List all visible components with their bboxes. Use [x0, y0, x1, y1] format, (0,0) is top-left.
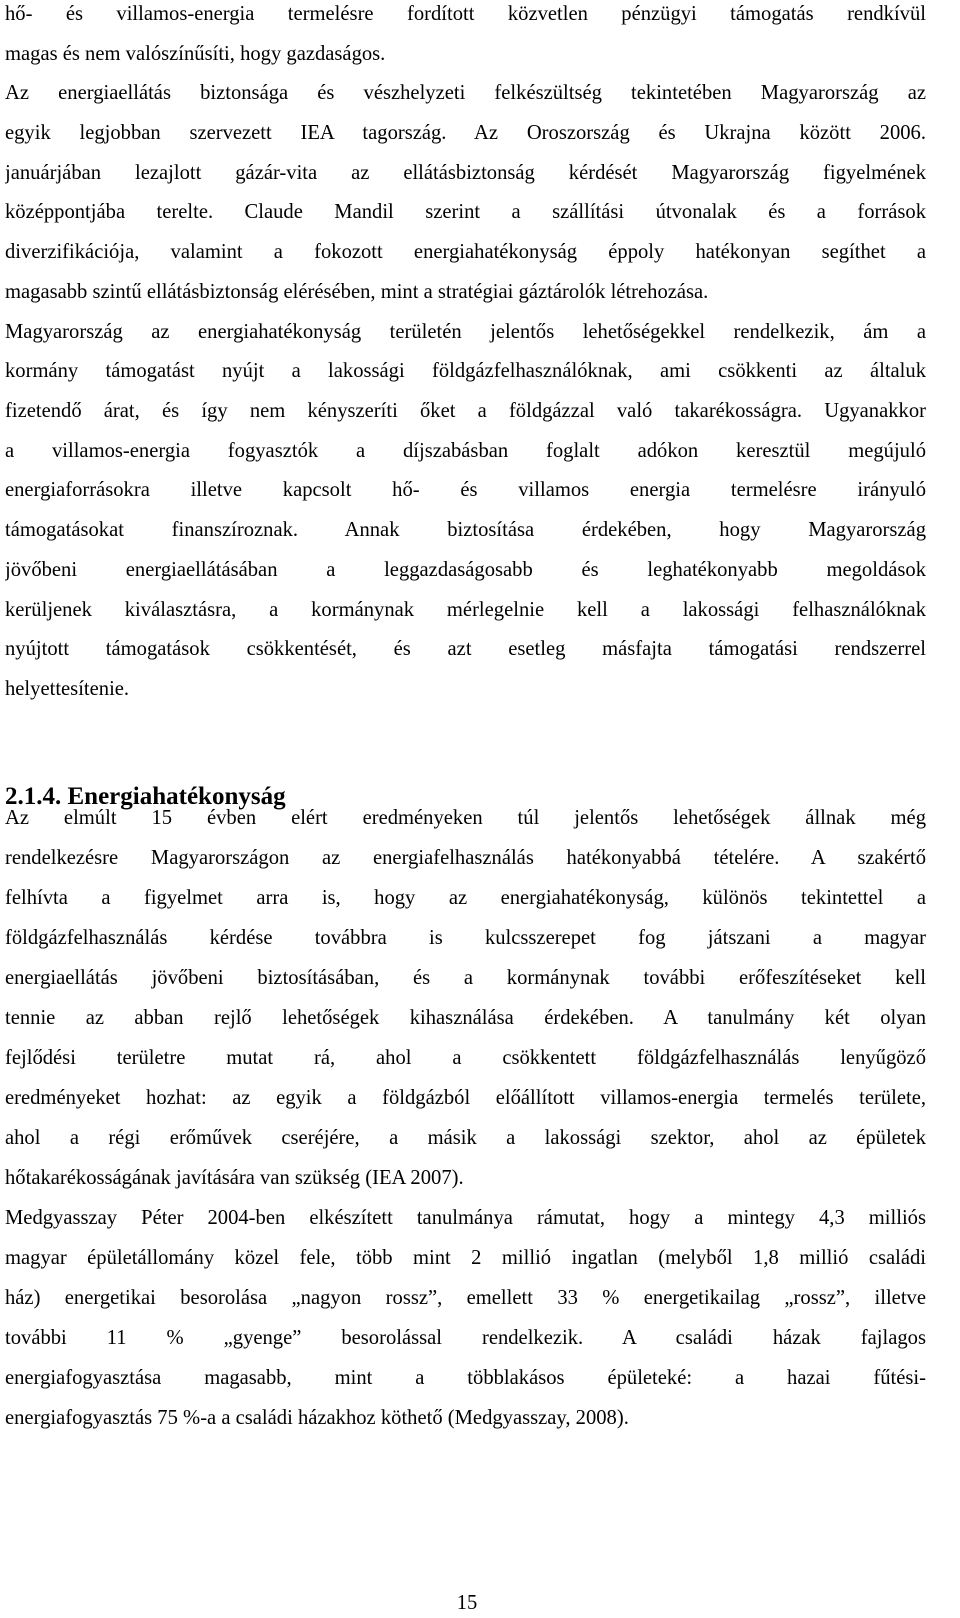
- paragraph-line: kormány támogatást nyújt a lakossági földgázfelhasználóknak, ami csökkenti az általuk: [5, 360, 926, 382]
- paragraph-line: Magyarország az energiahatékonyság területén jelentős lehetőségekkel rendelkezik, ám a: [5, 321, 926, 343]
- paragraph-line: ahol a régi erőművek cseréjére, a másik a lakossági szektor, ahol az épületek: [5, 1127, 926, 1149]
- paragraph-line: energiafogyasztás 75 %-a a családi házakhoz köthető (Medgyasszay, 2008).: [5, 1407, 629, 1429]
- paragraph-line: rendelkezésre Magyarországon az energiafelhasználás hatékonyabbá tételére. A szakértő: [5, 847, 926, 869]
- paragraph-line: földgázfelhasználás kérdése továbbra is kulcsszerepet fog játszani a magyar: [5, 927, 926, 949]
- paragraph-line: magyar épületállomány közel fele, több mint 2 millió ingatlan (melyből 1,8 millió családi: [5, 1247, 926, 1269]
- paragraph-line: jövőbeni energiaellátásában a leggazdaságosabb és leghatékonyabb megoldások: [5, 559, 926, 581]
- paragraph-line: középpontjába terelte. Claude Mandil szerint a szállítási útvonalak és a források: [5, 201, 926, 223]
- paragraph-line: ház) energetikai besorolása „nagyon rossz”, emellett 33 % energetikailag „rossz”, illetve: [5, 1287, 926, 1309]
- paragraph-line: magasabb szintű ellátásbiztonság elérésében, mint a stratégiai gáztárolók létrehozása.: [5, 281, 709, 303]
- paragraph-line: Medgyasszay Péter 2004-ben elkészített tanulmánya rámutat, hogy a mintegy 4,3 milliós: [5, 1207, 926, 1229]
- paragraph-line: fejlődési területre mutat rá, ahol a csökkentett földgázfelhasználás lenyűgöző: [5, 1047, 926, 1069]
- section-heading: 2.1.4. Energiahatékonyság: [5, 783, 286, 810]
- paragraph-line: energiaforrásokra illetve kapcsolt hő- és villamos energia termelésre irányuló: [5, 479, 926, 501]
- paragraph-line: hő- és villamos-energia termelésre fordított közvetlen pénzügyi támogatás rendkívül: [5, 3, 926, 25]
- paragraph-line: eredményeket hozhat: az egyik a földgázból előállított villamos-energia termelés területe,: [5, 1087, 926, 1109]
- paragraph-line: tennie az abban rejlő lehetőségek kihasználása érdekében. A tanulmány két olyan: [5, 1007, 926, 1029]
- paragraph-line: támogatásokat finanszíroznak. Annak biztosítása érdekében, hogy Magyarország: [5, 519, 926, 541]
- paragraph-line: energiaellátás jövőbeni biztosításában, és a kormánynak további erőfeszítéseket kell: [5, 967, 926, 989]
- paragraph-line: helyettesítenie.: [5, 678, 130, 700]
- paragraph-line: energiafogyasztása magasabb, mint a többlakásos épületeké: a hazai fűtési-: [5, 1367, 926, 1389]
- paragraph-line: fizetendő árat, és így nem kényszeríti őket a földgázzal való takarékosságra. Ugyanakkor: [5, 400, 926, 422]
- paragraph-line: hőtakarékosságának javítására van szükség (IEA 2007).: [5, 1167, 464, 1189]
- paragraph-line: kerüljenek kiválasztásra, a kormánynak mérlegelnie kell a lakossági felhasználóknak: [5, 599, 926, 621]
- page-number: 15: [456, 1592, 478, 1614]
- paragraph-line: Az energiaellátás biztonsága és vészhelyzeti felkészültség tekintetében Magyarország az: [5, 82, 926, 104]
- paragraph-line: januárjában lezajlott gázár-vita az ellátásbiztonság kérdését Magyarország figyelmének: [5, 162, 926, 184]
- paragraph-line: magas és nem valószínűsíti, hogy gazdaságos.: [5, 43, 386, 65]
- paragraph-line: diverzifikációja, valamint a fokozott energiahatékonyság éppoly hatékonyan segíthet a: [5, 241, 926, 263]
- paragraph-line: felhívta a figyelmet arra is, hogy az energiahatékonyság, különös tekintettel a: [5, 887, 926, 909]
- paragraph-line: egyik legjobban szervezett IEA tagország. Az Oroszország és Ukrajna között 2006.: [5, 122, 926, 144]
- paragraph-line: Az elmúlt 15 évben elért eredményeken túl jelentős lehetőségek állnak még: [5, 807, 926, 829]
- paragraph-line: nyújtott támogatások csökkentését, és azt esetleg másfajta támogatási rendszerrel: [5, 638, 926, 660]
- paragraph-line: a villamos-energia fogyasztók a díjszabásban foglalt adókon keresztül megújuló: [5, 440, 926, 462]
- paragraph-line: további 11 % „gyenge” besorolással rendelkezik. A családi házak fajlagos: [5, 1327, 926, 1349]
